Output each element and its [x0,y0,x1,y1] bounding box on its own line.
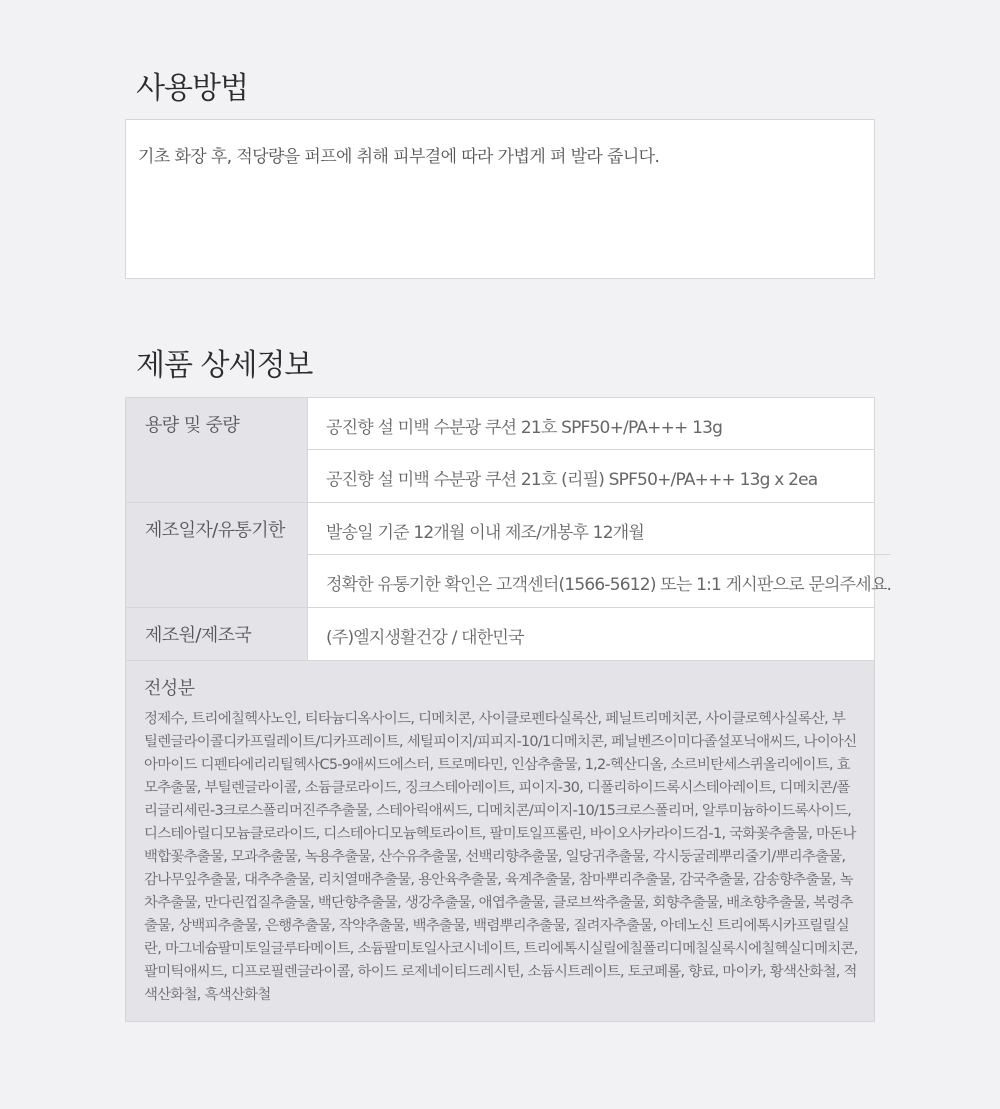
row-label: 제조원/제조국 [126,608,308,660]
row-value: 공진향 설 미백 수분광 쿠션 21호 (리필) SPF50+/PA+++ 13g x 2ea [326,470,818,490]
row-value: 정확한 유통기한 확인은 고객센터(1566-5612) 또는 1:1 게시판으로 문의주세요. [326,575,892,595]
ingredients-text: 정제수, 트리에칠헥사노인, 티타늄디옥사이드, 디메치콘, 사이클로펜타실록산, 페닐트리메치콘, 사이클로헥사실록산, 부틸렌글라이콜디카프릴레이트/디카프레이트, 세틸피이지/피피지-10/1디메치콘, 페닐벤즈이미다졸설포닉애씨드, 나이아신아마이드 디펜타에리리틸헥사C5-9애씨드에스터, 트로메타민, 인삼추출물, 1,2-헥산디올, 소르비탄세스퀴올리에이트, 효모추출물, 부틸렌글라이콜, 소듐클로라이드, 징크스테아레이트, 피이지-30, 디폴리하이드록시스테아레이트, 디메치콘/폴리글리세린-3크로스폴리머진주추출물, 스테아릭애씨드, 디메치콘/피이지-10/15크로스폴리머, 알루미늄하이드록사이드, 디스테아릴디모늄클로라이드, 디스테아디모늄헥토라이트, 팔미토일프롤린, 바이오사카라이드검-1, 국화꽃추출물, 마돈나백합꽃추출물, 모과추출물, 녹용추출물, 산수유추출물, 선백리향추출물, 일당귀추출물, 각시둥굴레뿌리줄기/뿌리추출물, 감나무잎추출물, 대추추출물, 리치열매추출물, 용안육추출물, 육계추출물, 참마뿌리추출물, 감국추출물, 감송향추출물, 녹차추출물, 만다린껍질추출물, 백단향추출물, 생강추출물, 애엽추출물, 클로브싹추출물, 회향추출물, 배초향추출물, 복령추출물, 상백피추출물, 은행추출물, 작약추출물, 백추출물, 백렴뿌리추출물, 질려자추출물, 아데노신 트리에톡시카프릴릴실란, 마그네슘팔미토일글루타메이트, 소듐팔미토일사코시네이트, 트리에톡시실릴에칠폴리디메칠실록시에칠헥실디메치콘, 팔미틱애씨드, 디프로필렌글라이콜, 하이드 로제네이티드레시틴, 소듐시트레이트, 토코페롤, 향료, 마이카, 황색산화철, 적색산화철, 흑색산화철 [144,711,858,1003]
row-values [308,398,874,502]
ingredients-title: 전성분 [144,678,195,699]
row-label: 용량 및 중량 [126,398,308,502]
usage-box [125,119,875,279]
table-row-capacity [126,398,874,503]
usage-section-title: 사용방법 [136,71,248,106]
row-label: 제조일자/유통기한 [126,503,308,607]
ingredients-section [126,661,874,1021]
row-value: (주)엘지생활건강 / 대한민국 [326,628,524,648]
detail-section-title: 제품 상세정보 [136,348,313,383]
row-values [308,608,874,660]
table-row-expiry [126,503,892,608]
usage-text: 기초 화장 후, 적당량을 퍼프에 취해 피부결에 따라 가볍게 펴 발라 줍니다. [138,147,660,167]
table-row-manufacturer [126,608,874,661]
row-value: 공진향 설 미백 수분광 쿠션 21호 SPF50+/PA+++ 13g [308,398,874,450]
row-values [308,503,891,607]
row-value: 발송일 기준 12개월 이내 제조/개봉후 12개월 [308,503,891,555]
product-detail-table [125,397,892,1022]
